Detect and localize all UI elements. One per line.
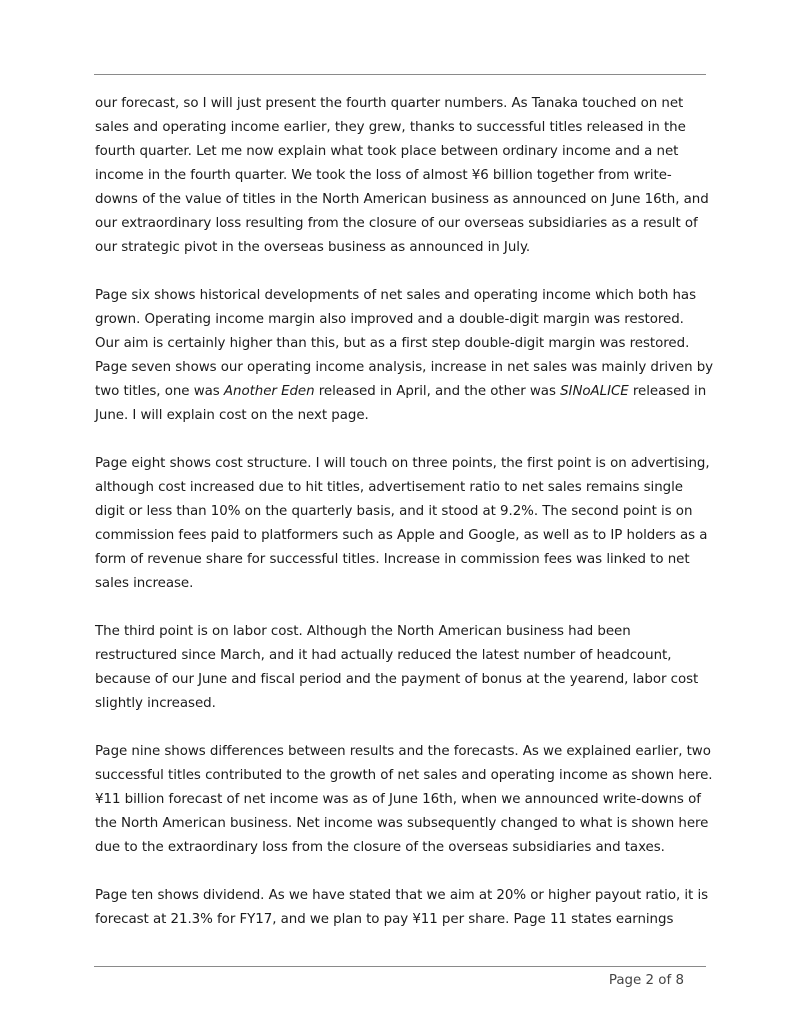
text-line: our extraordinary loss resulting from the closure of our overseas subsidiaries as a result of [95, 216, 698, 231]
paragraph-gap [95, 860, 720, 884]
text-line: our strategic pivot in the overseas business as announced in July. [95, 240, 531, 255]
paragraph-3 [95, 452, 720, 596]
header-rule [94, 74, 706, 75]
text-line: The third point is on labor cost. Although the North American business had been [95, 624, 631, 639]
text-line: restructured since March, and it had actually reduced the latest number of headcount, [95, 648, 672, 663]
text-line: although cost increased due to hit titles, advertisement ratio to net sales remains single [95, 480, 683, 495]
text-line: sales increase. [95, 576, 194, 591]
paragraph-gap [95, 260, 720, 284]
text-line: commission fees paid to platformers such as Apple and Google, as well as to IP holders as a [95, 528, 708, 543]
document-body [95, 92, 720, 932]
text-line: because of our June and fiscal period and the payment of bonus at the yearend, labor cost [95, 672, 699, 687]
text-line: slightly increased. [95, 696, 216, 711]
text-line: Page nine shows differences between results and the forecasts. As we explained earlier, two [95, 744, 711, 759]
paragraph-5 [95, 740, 720, 860]
text-line: ¥11 billion forecast of net income was as of June 16th, when we announced write-downs of [95, 792, 701, 807]
footer-rule [94, 966, 706, 967]
paragraph-6 [95, 884, 720, 932]
text-line: successful titles contributed to the growth of net sales and operating income as shown here. [95, 768, 713, 783]
text-line: grown. Operating income margin also improved and a double-digit margin was restored. [95, 312, 684, 327]
text-line: sales and operating income earlier, they grew, thanks to successful titles released in the [95, 120, 686, 135]
text-run: released in [628, 384, 707, 399]
paragraph-gap [95, 596, 720, 620]
text-line: Page six shows historical developments of net sales and operating income which both has [95, 288, 697, 303]
text-line: June. I will explain cost on the next page. [95, 408, 369, 423]
text-line: downs of the value of titles in the North American business as announced on June 16th, and [95, 192, 709, 207]
text-line: Our aim is certainly higher than this, but as a first step double-digit margin was restored. [95, 336, 690, 351]
text-line: fourth quarter. Let me now explain what took place between ordinary income and a net [95, 144, 679, 159]
text-line: due to the extraordinary loss from the closure of the overseas subsidiaries and taxes. [95, 840, 665, 855]
paragraph-1 [95, 92, 720, 260]
game-title-another-eden: Another Eden [223, 384, 315, 399]
text-line: income in the fourth quarter. We took the loss of almost ¥6 billion together from write- [95, 168, 672, 183]
paragraph-gap [95, 716, 720, 740]
paragraph-4 [95, 620, 720, 716]
text-line: forecast at 21.3% for FY17, and we plan to pay ¥11 per share. Page 11 states earnings [95, 912, 674, 927]
text-line: Page ten shows dividend. As we have stated that we aim at 20% or higher payout ratio, it is [95, 888, 709, 903]
text-line: the North American business. Net income was subsequently changed to what is shown here [95, 816, 709, 831]
paragraph-gap [95, 428, 720, 452]
page-number: Page 2 of 8 [608, 973, 684, 988]
text-line: form of revenue share for successful titles. Increase in commission fees was linked to net [95, 552, 690, 567]
game-title-sinoalice: SINoALICE [560, 384, 629, 399]
text-run: released in April, and the other was [314, 384, 561, 399]
text-line: Page seven shows our operating income analysis, increase in net sales was mainly driven by [95, 360, 714, 375]
text-line [95, 380, 720, 404]
text-line: digit or less than 10% on the quarterly basis, and it stood at 9.2%. The second point is on [95, 504, 693, 519]
text-line: Page eight shows cost structure. I will touch on three points, the first point is on advertising, [95, 456, 710, 471]
text-line: our forecast, so I will just present the fourth quarter numbers. As Tanaka touched on net [95, 96, 684, 111]
text-run: two titles, one was [95, 384, 224, 399]
paragraph-2 [95, 284, 720, 428]
